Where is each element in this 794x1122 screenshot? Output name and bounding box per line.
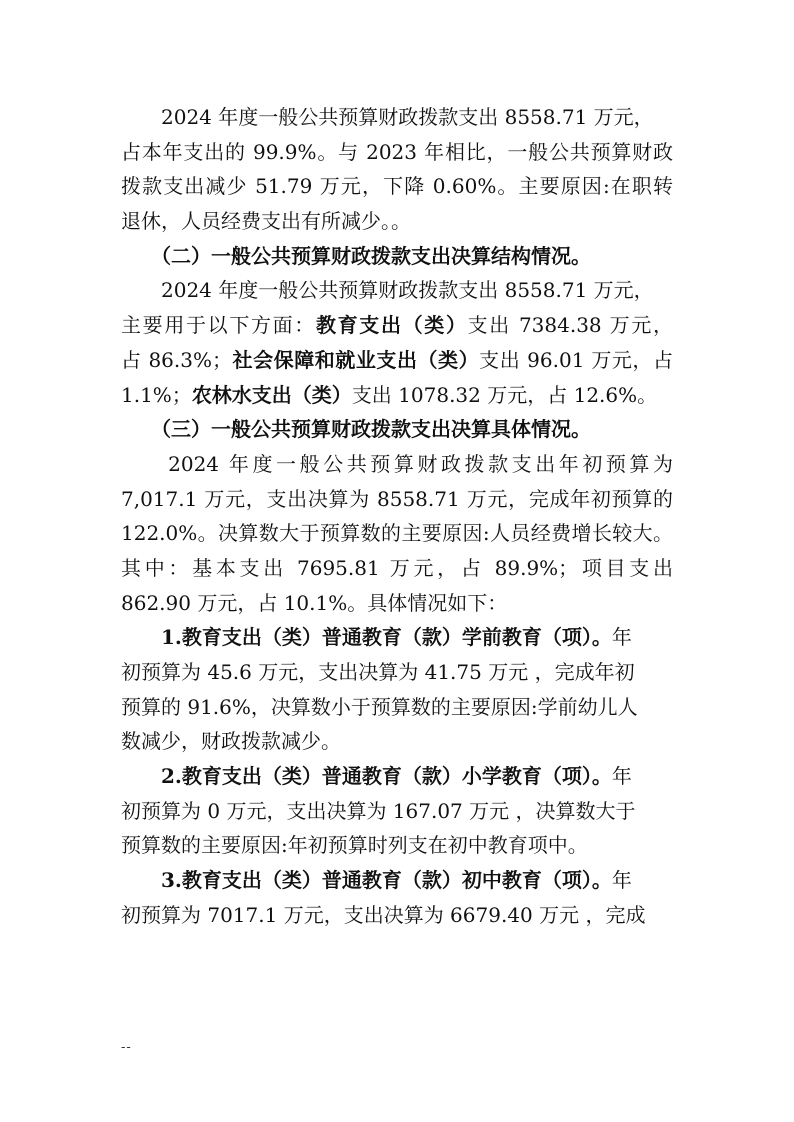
- paragraph-line: 预算数的主要原因:年初预算时列支在初中教育项中。: [121, 833, 588, 858]
- section-heading: （三）一般公共预算财政拨款支出决算具体情况。: [121, 417, 591, 442]
- paragraph-line: 初预算为 7017.1 万元，支出决算为 6679.40 万元 ，完成: [121, 902, 646, 927]
- paragraph-line: 初预算为 45.6 万元，支出决算为 41.75 万元 ，完成年初: [121, 660, 635, 684]
- paragraph-line: 初预算为 0 万元，支出决算为 167.07 万元 ，决算数大于: [121, 798, 636, 823]
- body-text: [121, 100, 673, 933]
- paragraph-line: 其中：基本支出 7695.81 万元，占 89.9%；项目支出: [121, 555, 673, 580]
- paragraph-line: 拨款支出减少 51.79 万元，下降 0.60%。主要原因:在职转: [121, 174, 673, 199]
- paragraph-line: 2024 年度一般公共预算财政拨款支出年初预算为: [121, 451, 673, 476]
- item-heading: 3.教育支出（类）普通教育（款）初中教育（项）。年: [121, 868, 632, 893]
- item-heading: 2.教育支出（类）普通教育（款）小学教育（项）。年: [121, 764, 632, 789]
- paragraph-line: 2024 年度一般公共预算财政拨款支出 8558.71 万元，: [121, 105, 654, 129]
- page-footer: --: [121, 1040, 132, 1055]
- paragraph-line: 退休，人员经费支出有所减少。。: [121, 209, 411, 234]
- paragraph-line: 7,017.1 万元，支出决算为 8558.71 万元，完成年初预算的: [121, 486, 673, 511]
- paragraph-line: 862.90 万元，占 10.1%。具体情况如下：: [121, 590, 508, 615]
- paragraph-line: 预算的 91.6%，决算数小于预算数的主要原因:学前幼儿人: [121, 694, 638, 719]
- paragraph-line: 数减少，财政拨款减少。: [121, 729, 341, 754]
- section-heading: （二）一般公共预算财政拨款支出决算结构情况。: [121, 243, 591, 268]
- paragraph-line: 占本年支出的 99.9%。与 2023 年相比，一般公共预算财政: [121, 139, 673, 164]
- paragraph-line: 主要用于以下方面：教育支出（类）支出 7384.38 万元，: [121, 313, 674, 338]
- paragraph-line: 1.1%；农林水支出（类）支出 1078.32 万元，占 12.6%。: [121, 382, 658, 407]
- item-heading: 1.教育支出（类）普通教育（款）学前教育（项）。年: [121, 625, 632, 650]
- paragraph-line: 2024 年度一般公共预算财政拨款支出 8558.71 万元，: [121, 278, 654, 303]
- paragraph-line: 122.0%。决算数大于预算数的主要原因:人员经费增长较大。: [121, 521, 673, 546]
- paragraph-line: 占 86.3%；社会保障和就业支出（类）支出 96.01 万元，占: [121, 347, 673, 372]
